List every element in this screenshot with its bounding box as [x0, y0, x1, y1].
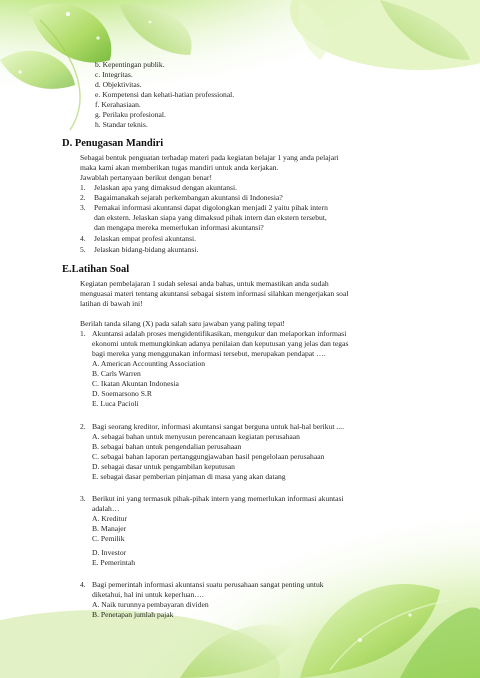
answer-option[interactable]: B. sebagai bahan untuk pengendalian perusahaan: [92, 442, 242, 451]
answer-option[interactable]: A. Naik turunnya pembayaran dividen: [92, 600, 209, 609]
answer-option[interactable]: B. Carls Warren: [92, 369, 141, 378]
question-number: 3.: [80, 494, 86, 503]
task-text: Jelaskan bidang-bidang akuntansi.: [94, 245, 199, 254]
task-text: Bagaimanakah sejarah perkembangan akuntansi di Indonesia?: [94, 193, 283, 202]
task-number: 3.: [80, 203, 86, 212]
list-item: c. Integritas.: [95, 70, 133, 79]
paragraph-line: Jawablah pertanyaan berikut dengan benar!: [80, 173, 212, 182]
question-text: adalah…: [92, 504, 120, 513]
section-heading-latihan-soal: E.Latihan Soal: [62, 264, 130, 275]
question-text: Bagi seorang kreditor, informasi akuntansi sangat berguna untuk hal-hal berikut ....: [92, 422, 344, 431]
list-item: g. Perilaku profesional.: [95, 110, 166, 119]
paragraph-line: maka kami akan memberikan tugas mandiri untuk anda kerjakan.: [80, 163, 279, 172]
section-heading-penugasan-mandiri: D. Penugasan Mandiri: [62, 138, 164, 149]
list-item: h. Standar teknis.: [95, 120, 148, 129]
question-number: 2.: [80, 422, 86, 431]
question-text: Berikut ini yang termasuk pihak-pihak intern yang memerlukan informasi akuntasi: [92, 494, 344, 503]
task-number: 1.: [80, 183, 86, 192]
answer-option[interactable]: A. American Accounting Association: [92, 359, 206, 368]
answer-option[interactable]: D. Soemarsono S.R: [92, 389, 152, 398]
answer-option[interactable]: B. Manajer: [92, 524, 127, 533]
question-text: ekonomi untuk memungkinkan adanya penilaian dan keputusan yang jelas dan tegas: [92, 339, 349, 348]
instruction-text: Berilah tanda silang (X) pada salah satu jawaban yang paling tepat!: [80, 319, 285, 328]
answer-option[interactable]: C. sebagai bahan laporan pertanggungjawaban hasil pengelolaan perusahaan: [92, 452, 325, 461]
question-text: diketahui, hal ini untuk keperluan….: [92, 590, 204, 599]
answer-option[interactable]: E. Pemerintah: [92, 558, 136, 567]
question-text: Akuntansi adalah proses mengidentifikasikan, mengukur dan melaporkan informasi: [92, 329, 347, 338]
answer-option[interactable]: C. Ikatan Akuntan Indonesia: [92, 379, 179, 388]
answer-option[interactable]: E. sebagai dasar pemberian pinjaman di masa yang akan datang: [92, 472, 286, 481]
answer-option[interactable]: A. sebagai bahan untuk menyusun perencanaan kegiatan perusahaan: [92, 432, 300, 441]
paragraph-line: latihan di bawah ini!: [80, 299, 143, 308]
paragraph-line: Kegiatan pembelajaran 1 sudah selesai anda bahas, untuk memastikan anda sudah: [80, 279, 329, 288]
answer-option[interactable]: B. Penetapan jumlah pajak: [92, 610, 174, 619]
paragraph-line: menguasai materi tentang akuntansi sebagai sistem informasi silahkan mengerjakan soal: [80, 289, 349, 298]
task-text: dan mengapa mereka memerlukan informasi akuntansi?: [94, 223, 264, 232]
question-text: bagi mereka yang menggunakan informasi tersebut, merupakan pendapat ….: [92, 349, 326, 358]
question-text: Bagi pemerintah informasi akuntansi suatu perusahaan sangat penting untuk: [92, 580, 324, 589]
question-number: 4.: [80, 580, 86, 589]
paragraph-line: Sebagai bentuk penguatan terhadap materi pada kegiatan belajar 1 yang anda pelajari: [80, 153, 339, 162]
list-item: b. Kepentingan publik.: [95, 60, 165, 69]
task-text: Pemakai informasi akuntansi dapat digolongkan menjadi 2 yaitu pihak intern: [94, 203, 328, 212]
answer-option[interactable]: D. sebagai dasar untuk pengambilan keputusan: [92, 462, 235, 471]
task-text: Jelaskan empat profesi akuntansi.: [94, 234, 197, 243]
task-text: dan ekstern. Jelaskan siapa yang dimaksud pihak intern dan ekstern tersebut,: [94, 213, 327, 222]
task-number: 4.: [80, 234, 86, 243]
task-number: 2.: [80, 193, 86, 202]
answer-option[interactable]: C. Pemilik: [92, 534, 125, 543]
answer-option[interactable]: E. Luca Pacioli: [92, 399, 139, 408]
answer-option[interactable]: A. Kreditur: [92, 514, 128, 523]
list-item: e. Kompetensi dan kehati-hatian professional.: [95, 90, 235, 99]
task-number: 5.: [80, 245, 86, 254]
task-text: Jelaskan apa yang dimaksud dengan akuntansi.: [94, 183, 237, 192]
answer-option[interactable]: D. Investor: [92, 548, 127, 557]
question-number: 1.: [80, 329, 86, 338]
list-item: d. Objektivitas.: [95, 80, 142, 89]
list-item: f. Kerahasiaan.: [95, 100, 141, 109]
